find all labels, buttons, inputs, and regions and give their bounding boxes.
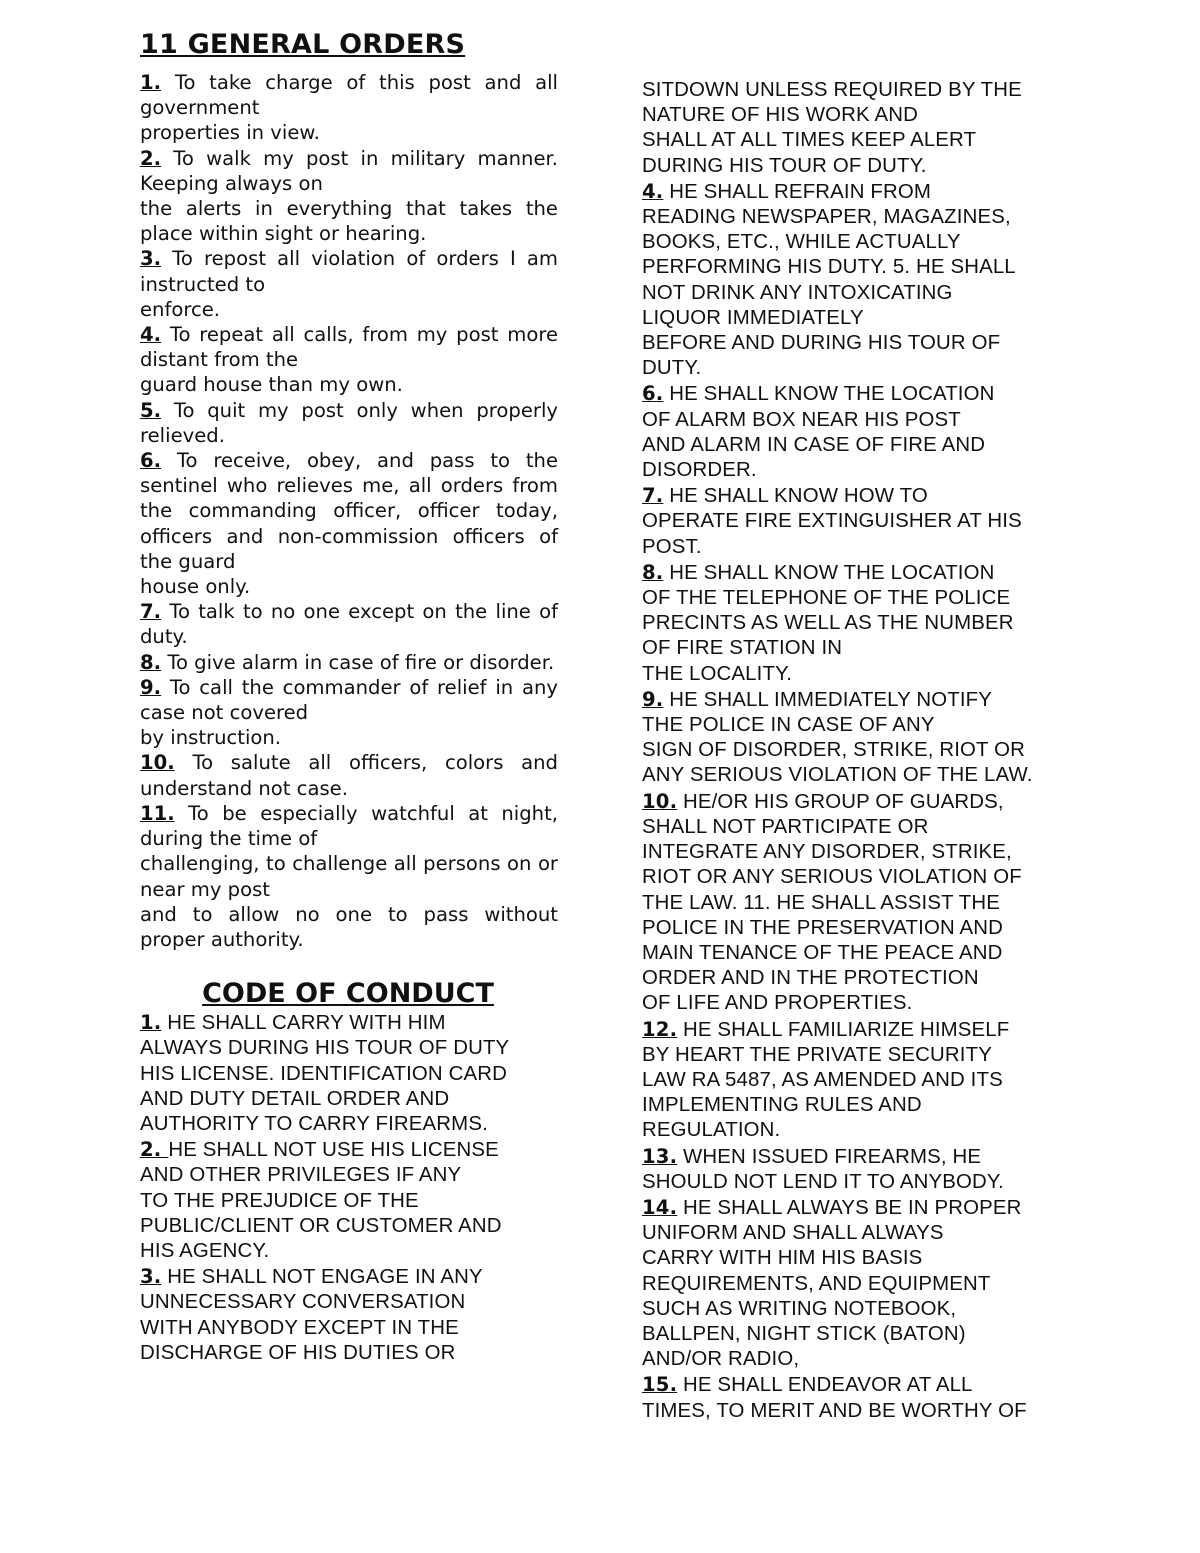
item-line [642,738,1062,763]
item-text: DISCHARGE OF HIS DUTIES OR [140,1341,456,1364]
item-line [642,1017,1062,1043]
conduct-item [140,1137,558,1264]
item-number: 9. [642,687,664,711]
item-line [140,1214,558,1239]
item-text: HIS LICENSE. IDENTIFICATION CARD [140,1062,507,1085]
item-line [140,675,558,725]
item-text: SHOULD NOT LEND IT TO ANYBODY. [642,1170,1004,1193]
item-text: PRECINTS AS WELL AS THE NUMBER [642,612,1014,635]
conduct-item [642,381,1062,483]
item-text: WITH ANYBODY EXCEPT IN THE [140,1316,459,1339]
item-line [642,991,1062,1016]
item-text: To be especially watchful at night, during the time of [140,801,558,851]
item-text: guard house than my own. [140,373,403,397]
item-line [642,179,1062,205]
item-line [642,128,1062,153]
item-text: TIMES, TO MERIT AND BE WORTHY OF [642,1399,1027,1422]
item-text: MAIN TENANCE OF THE PEACE AND [642,941,1003,964]
code-of-conduct-title: CODE OF CONDUCT [202,978,494,1010]
item-text: ALWAYS DURING HIS TOUR OF DUTY [140,1037,510,1060]
item-text: BALLPEN, NIGHT STICK (BATON) [642,1322,966,1345]
general-order-item [140,750,558,800]
item-number: 10. [642,789,678,813]
item-line [642,1093,1062,1118]
item-line [642,586,1062,611]
item-line [642,1297,1062,1322]
item-text: POLICE IN THE PRESERVATION AND [642,916,1004,939]
item-text: HE SHALL FAMILIARIZE HIMSELF [677,1018,1010,1041]
general-order-item [140,146,558,247]
conduct-item [140,1010,558,1137]
item-text: IMPLEMENTING RULES AND [642,1094,922,1117]
general-order-item [140,448,558,599]
item-number: 4. [140,323,162,347]
item-text: HE/OR HIS GROUP OF GUARDS, [677,790,1004,813]
item-line [642,865,1062,890]
item-line [642,840,1062,865]
conduct-item [642,1144,1062,1195]
item-line [140,146,558,196]
item-text: DISORDER. [642,459,757,482]
item-text: DUTY. [642,357,702,380]
general-order-item [140,322,558,398]
item-number: 3. [140,1265,162,1289]
item-line [642,916,1062,941]
item-line [642,78,1062,103]
item-number: 9. [140,675,162,699]
item-text: To repost all violation of orders I am instructed to [140,247,558,296]
item-text: REGULATION. [642,1119,781,1142]
item-text: READING NEWSPAPER, MAGAZINES, [642,206,1011,229]
item-line [642,408,1062,433]
item-line [140,599,558,649]
item-line [642,966,1062,991]
item-number: 15. [642,1373,678,1397]
general-orders-title: 11 GENERAL ORDERS [140,29,466,60]
general-order-item [140,675,558,751]
item-text: HE SHALL NOT USE HIS LICENSE [168,1139,499,1162]
item-line [642,1399,1062,1424]
item-number: 12. [642,1017,678,1041]
general-order-item [140,801,558,952]
item-line [642,103,1062,128]
item-line [642,1118,1062,1143]
item-text: HIS AGENCY. [140,1239,270,1262]
item-line [642,1246,1062,1271]
item-text: POST. [642,535,702,558]
item-line [140,750,558,800]
general-orders-list [140,70,558,952]
item-line [642,636,1062,661]
item-line [642,1144,1062,1170]
item-line [140,1341,558,1366]
item-text: UNNECESSARY CONVERSATION [140,1291,466,1314]
item-line [642,662,1062,687]
item-text: To salute all officers, colors and understand not case. [140,751,558,800]
item-text: AND OTHER PRIVILEGES IF ANY [140,1164,462,1187]
item-text: To talk to no one except on the line of duty. [140,600,558,649]
item-text: LIQUOR IMMEDIATELY [642,306,864,329]
item-line [140,574,558,599]
item-line [642,941,1062,966]
item-text: BEFORE AND DURING HIS TOUR OF [642,332,1001,355]
item-number: 6. [642,382,664,406]
item-line [140,650,558,675]
item-line [140,1087,558,1112]
item-text: NATURE OF HIS WORK AND [642,104,918,127]
item-line [140,196,558,246]
item-line [140,725,558,750]
item-line [140,1189,558,1214]
item-number: 14. [642,1195,678,1219]
item-text: LAW RA 5487, AS AMENDED AND ITS [642,1068,1003,1091]
item-text: To walk my post in military manner. Keeping always on [140,146,558,195]
item-text: AND/OR RADIO, [642,1348,800,1371]
item-line [140,1137,558,1163]
item-text: SUCH AS WRITING NOTEBOOK, [642,1297,957,1320]
item-line [140,297,558,322]
item-line [642,713,1062,738]
item-number: 7. [642,484,664,508]
item-line [140,851,558,901]
item-number: 1. [140,1011,162,1035]
item-text: OPERATE FIRE EXTINGUISHER AT HIS [642,510,1022,533]
item-text: To quit my post only when properly relieved. [140,398,558,447]
general-order-item [140,398,558,448]
item-line [642,1322,1062,1347]
item-text: enforce. [140,297,221,321]
item-text: AUTHORITY TO CARRY FIREARMS. [140,1112,488,1135]
item-line [140,1316,558,1341]
item-text: AND ALARM IN CASE OF FIRE AND [642,433,986,456]
left-column [140,28,558,1366]
item-number: 10. [140,751,175,775]
item-text: WHEN ISSUED FIREARMS, HE [677,1145,982,1168]
conduct-item [642,789,1062,1017]
item-text: house only. [140,575,251,599]
item-text: INTEGRATE ANY DISORDER, STRIKE, [642,841,1012,864]
item-line [140,246,558,296]
item-line [642,815,1062,840]
item-text: properties in view. [140,121,320,145]
item-text: NOT DRINK ANY INTOXICATING [642,281,953,304]
item-line [140,1264,558,1290]
item-line [140,70,558,120]
item-number: 7. [140,600,162,624]
item-text: SHALL AT ALL TIMES KEEP ALERT [642,129,977,152]
item-text: THE LOCALITY. [642,662,793,685]
item-number: 11. [140,801,175,825]
item-line [642,306,1062,331]
item-text: SHALL NOT PARTICIPATE OR [642,815,929,838]
conduct-item [642,1195,1062,1372]
code-of-conduct-list-left [140,1010,558,1366]
item-number: 4. [642,179,664,203]
item-line [642,611,1062,636]
item-line [642,356,1062,381]
item-text: HE SHALL KNOW THE LOCATION [663,383,995,406]
item-line [140,120,558,145]
item-text: THE POLICE IN CASE OF ANY [642,714,935,737]
item-line [642,1372,1062,1398]
item-line [140,322,558,372]
item-line [642,789,1062,815]
item-line [140,902,558,952]
item-text: CARRY WITH HIM HIS BASIS [642,1247,923,1270]
code-of-conduct-list-right [642,78,1062,1424]
item-text: and to allow no one to pass without proper authority. [140,902,558,951]
item-line [140,448,558,574]
item-line [140,1010,558,1036]
item-line [642,205,1062,230]
item-number: 1. [140,71,162,94]
item-text: SITDOWN UNLESS REQUIRED BY THE [642,79,1022,101]
conduct-item [642,179,1062,382]
general-order-item [140,599,558,649]
item-number: 6. [140,449,162,473]
item-number: 8. [140,650,162,674]
item-text: OF THE TELEPHONE OF THE POLICE [642,587,1011,610]
item-line [642,1272,1062,1297]
conduct-item [642,1017,1062,1144]
general-order-item [140,246,558,322]
item-line [642,1068,1062,1093]
item-text: BOOKS, ETC., WHILE ACTUALLY [642,231,961,254]
item-line [642,1221,1062,1246]
item-line [642,230,1062,255]
conduct-item [642,1372,1062,1423]
item-text: ANY SERIOUS VIOLATION OF THE LAW. [642,764,1033,787]
item-number: 5. [140,398,162,422]
item-text: HE SHALL NOT ENGAGE IN ANY [161,1266,483,1289]
item-text: SIGN OF DISORDER, STRIKE, RIOT OR [642,739,1025,762]
item-text: HE SHALL ALWAYS BE IN PROPER [677,1196,1022,1219]
item-text: by instruction. [140,726,282,750]
item-line [642,433,1062,458]
general-order-item [140,70,558,146]
item-line [642,1043,1062,1068]
item-line [140,1239,558,1264]
item-text: THE LAW. 11. HE SHALL ASSIST THE [642,891,1000,914]
item-line [642,763,1062,788]
item-text: HE SHALL IMMEDIATELY NOTIFY [663,688,993,711]
item-text: PERFORMING HIS DUTY. 5. HE SHALL [642,256,1016,279]
item-number: 13. [642,1144,678,1168]
general-order-item [140,650,558,675]
item-line [642,255,1062,280]
item-text: challenging, to challenge all persons on or near my post [140,852,558,901]
item-text: To give alarm in case of fire or disorder. [167,650,555,674]
item-line [642,891,1062,916]
item-number: 2. [140,1138,169,1162]
item-line [140,1290,558,1315]
item-number: 2. [140,146,162,170]
item-line [140,1036,558,1061]
item-line [642,281,1062,306]
item-line [642,509,1062,534]
item-line [642,483,1062,509]
conduct-item [140,1264,558,1366]
item-text: To receive, obey, and pass to the sentinel who relieves me, all orders from the commanding officer, officer today, officers and non-commission officers of the guard [140,449,558,573]
item-text: OF LIFE AND PROPERTIES. [642,992,913,1015]
item-text: To take charge of this post and all government [140,71,559,120]
item-text: DURING HIS TOUR OF DUTY. [642,154,927,177]
item-text: UNIFORM AND SHALL ALWAYS [642,1222,944,1245]
item-text: AND DUTY DETAIL ORDER AND [140,1087,450,1110]
item-line [642,331,1062,356]
item-text: ORDER AND IN THE PROTECTION [642,967,979,990]
item-text: RIOT OR ANY SERIOUS VIOLATION OF [642,866,1022,889]
item-line [140,1062,558,1087]
item-line [642,381,1062,407]
conduct-item [642,483,1062,560]
item-text: TO THE PREJUDICE OF THE [140,1189,419,1212]
conduct-item [642,78,1062,179]
item-line [140,801,558,851]
item-number: 3. [140,247,162,271]
item-text: OF ALARM BOX NEAR HIS POST [642,408,961,431]
item-text: HE SHALL CARRY WITH HIM [161,1012,446,1035]
item-line [140,372,558,397]
item-text: the alerts in everything that takes the place within sight or hearing. [140,197,558,246]
item-line [642,560,1062,586]
item-text: To repeat all calls, from my post more distant from the [140,323,558,372]
conduct-item [642,560,1062,687]
item-line [642,1347,1062,1372]
item-line [140,1112,558,1137]
item-text: To call the commander of relief in any case not covered [140,675,559,725]
item-line [642,154,1062,179]
item-text: PUBLIC/CLIENT OR CUSTOMER AND [140,1214,502,1237]
conduct-item [642,687,1062,789]
item-line [140,1163,558,1188]
item-text: HE SHALL REFRAIN FROM [663,180,932,203]
item-number: 8. [642,560,664,584]
item-line [642,535,1062,560]
item-line [140,398,558,448]
item-text: REQUIREMENTS, AND EQUIPMENT [642,1272,991,1295]
item-line [642,1170,1062,1195]
item-line [642,1195,1062,1221]
item-text: HE SHALL ENDEAVOR AT ALL [677,1374,973,1397]
item-line [642,687,1062,713]
item-text: BY HEART THE PRIVATE SECURITY [642,1043,992,1066]
item-text: OF FIRE STATION IN [642,637,843,660]
item-text: HE SHALL KNOW HOW TO [663,485,928,508]
item-text: HE SHALL KNOW THE LOCATION [663,561,995,584]
item-line [642,458,1062,483]
